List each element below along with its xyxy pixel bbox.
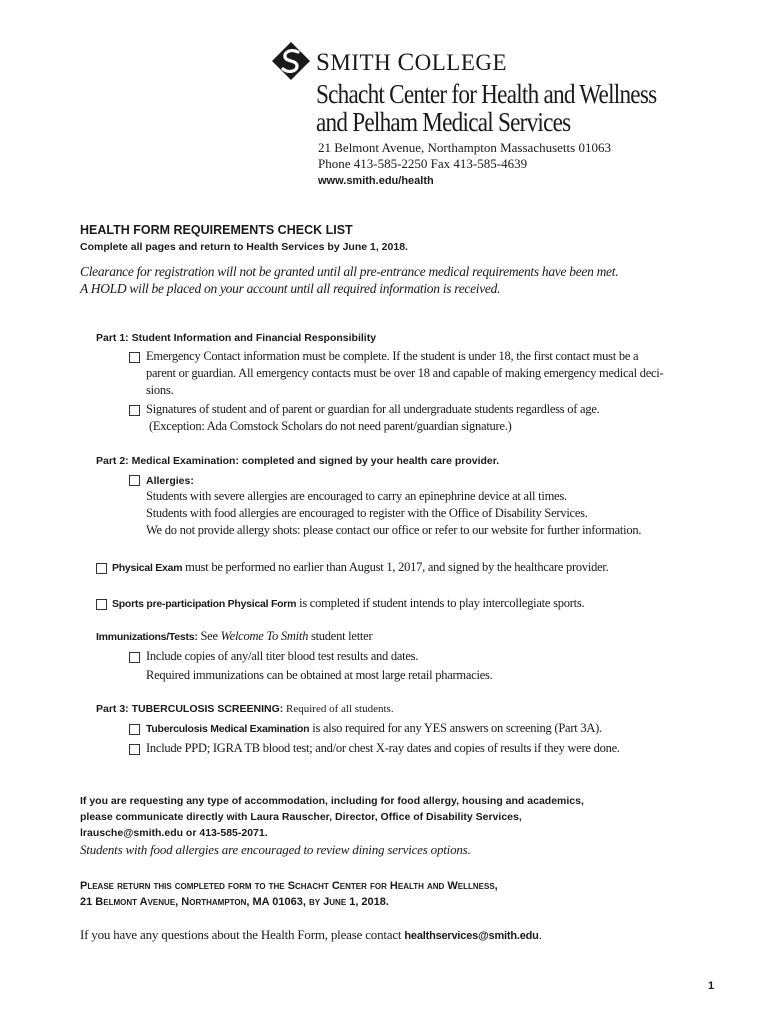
allergies-label: Allergies:	[146, 475, 194, 487]
titer-results-checkbox[interactable]	[129, 652, 140, 663]
tb-exam-text: Tuberculosis Medical Examination is also required for any YES answers on screening (Part 3A).	[146, 721, 602, 735]
physical-exam-checkbox[interactable]	[96, 563, 107, 574]
smith-shield-logo-icon	[271, 41, 311, 81]
emergency-contact-text: Emergency Contact information must be complete. If the student is under 18, the first contact must be a parent or guardian. All emergency contacts must be over 18 and capable of making emergency medical deci- sions.	[146, 349, 664, 397]
part2-heading: Part 2: Medical Examination: completed and signed by your health care provider.	[96, 455, 500, 467]
health-services-email-link[interactable]: healthservices@smith.edu	[404, 930, 539, 942]
ppd-checkbox[interactable]	[129, 744, 140, 755]
immunizations-text: Include copies of any/all titer blood test results and dates. Required immunizations can be obtained at most large retail pharmacies.	[146, 649, 493, 682]
tb-exam-checkbox[interactable]	[129, 724, 140, 735]
website-link[interactable]: www.smith.edu/health	[318, 175, 434, 187]
signatures-text: Signatures of student and of parent or guardian for all undergraduate students regardless of age. (Exception: Ada Comstock Scholars do not need parent/guardian signature.)	[146, 402, 600, 433]
return-instructions: Please return this completed form to the Schacht Center for Health and Wellness, 21 Belmont Avenue, Northampton, MA 01063, by June 1, 2018.	[80, 880, 498, 908]
emergency-contact-checkbox[interactable]	[129, 352, 140, 363]
allergies-text: Students with severe allergies are encouraged to carry an epinephrine device at all times. Students with food allergies are encouraged to register with the Office of Disability Services. We do not provide allergy shots: please contact our office or refer to our website for further information.	[146, 489, 642, 537]
part3-heading: Part 3: TUBERCULOSIS SCREENING: Required of all students.	[96, 703, 394, 715]
ppd-text: Include PPD; IGRA TB blood test; and/or chest X-ray dates and copies of results if they were done.	[146, 741, 620, 755]
immunizations-heading: Immunizations/Tests: See Welcome To Smith student letter	[96, 629, 373, 643]
address: 21 Belmont Avenue, Northampton Massachusetts 01063	[318, 140, 611, 155]
part1-heading: Part 1: Student Information and Financial Responsibility	[96, 332, 377, 344]
physical-exam-text: Physical Exam must be performed no earlier than August 1, 2017, and signed by the healthcare provider.	[112, 560, 609, 574]
address-block	[318, 140, 611, 172]
college-name: SMITH COLLEGE	[316, 49, 508, 76]
sports-form-text: Sports pre-participation Physical Form is completed if student intends to play intercollegiate sports.	[112, 596, 585, 610]
questions-line: If you have any questions about the Health Form, please contact healthservices@smith.edu.	[80, 927, 542, 942]
phone-fax: Phone 413-585-2250 Fax 413-585-4639	[318, 156, 528, 171]
allergies-checkbox[interactable]	[129, 475, 140, 486]
dining-note: Students with food allergies are encouraged to review dining services options.	[80, 842, 471, 857]
form-title: HEALTH FORM REQUIREMENTS CHECK LIST	[80, 223, 353, 237]
clearance-warning: Clearance for registration will not be granted until all pre-entrance medical requirements have been met. A HOLD will be placed on your account until all required information is received.	[80, 264, 619, 296]
form-subtitle: Complete all pages and return to Health Services by June 1, 2018.	[80, 241, 408, 253]
page-number: 1	[708, 980, 715, 992]
center-name: Schacht Center for Health and Wellness and Pelham Medical Services	[316, 79, 657, 137]
accommodation-notice: If you are requesting any type of accommodation, including for food allergy, housing and academics, please communicate directly with Laura Rauscher, Director, Office of Disability Services, lrausche@smith.edu or 413-585-2071.	[80, 795, 584, 839]
sports-form-checkbox[interactable]	[96, 599, 107, 610]
signatures-checkbox[interactable]	[129, 405, 140, 416]
